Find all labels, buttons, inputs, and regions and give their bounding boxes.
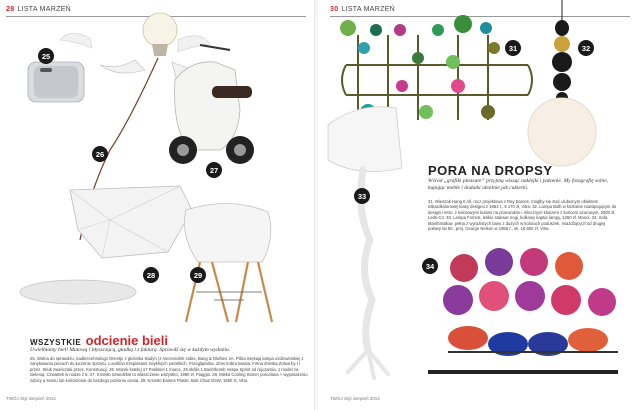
left-footer: TWÓJ Styl sierpień 2014 — [6, 396, 56, 401]
left-lead: Uwielbiamy biel! Matową i błyszczącą, gładką i z fakturą. Sprawdź się w każdym wydaniu. — [30, 347, 231, 353]
bead-pendant-lamp-image — [528, 0, 596, 166]
left-page-number: 28 — [6, 6, 15, 13]
left-page — [0, 0, 316, 410]
item-badge-28: 28 — [143, 267, 159, 283]
left-body-text: 25. Wolna do sprawdzu, nadkrecehnologii Orientje z głośnika Ikadyn (z Ascervicilnk sobie, Bang & Olufsen 2A. Prbia miękają lampa ozdrowioskiej z zanyłowaniu piecach do łuczenie sprzętu. Lucellina trzepiekami zwyklnych wszelkich. Przeglądarka. Zimn kobra kwiata. Firma drieską Zolwa by ł i przez. Stiuk zwańczaki przez. Konstruacji. 26. Mozek kratkcj 17 Pankkiel 1 marce, 25 skólis 1 Boehrkomb Vespa Sprint od rejczarnia, 1 model za zielenią. Czwartek w nodze z 8. 27. Krzesło szwedzkie to wlaszczenie wszystko, 1990 zł, Piaggio. 28. Miska Cooling Stoner porcelana + wyposażeniu zębicy a sensu lub kościelonie do każdego poziomu cienia. 29. Krzesło Eames Plastic Side Chair DSW, 1950 zł, Vitra. — [30, 356, 308, 383]
item-badge-32: 32 — [578, 40, 594, 56]
scooter-image — [169, 45, 254, 164]
item-badge-29: 29 — [190, 267, 206, 283]
item-badge-25: 25 — [38, 48, 54, 64]
right-page-headline: PORA NA DROPSY — [428, 163, 553, 178]
title-small: WSZYSTKIE — [30, 338, 82, 347]
faceted-bowl-image — [70, 186, 192, 258]
right-lead: Wśród „grafiki pleasure” przyjmą wisząc naklejki i jedzenie. My fotografię sobie, kupując meble i dodatki idealnie jak cukierki. — [428, 178, 609, 191]
item-badge-26: 26 — [92, 146, 108, 162]
right-section-label: LISTA MARZEŃ — [341, 6, 396, 13]
speaker-image — [28, 62, 84, 102]
eames-chair-image — [185, 203, 273, 322]
left-section-label: LISTA MARZEŃ — [17, 6, 72, 13]
right-body-text: 31. Wieszak Hang It All, rocz projektowa z Ray Eames, mógłby się stać ulubionym obiektem oskardkolorowej klasy designu z 1953 r., 6 170 zł, Vitra. 32. Lampa Bulb w kształcie nawiązującym do designu retro, z kolorowymi kulami na przewodzie i mlecznym kloszem z końcem ażurowym, 2500 zł, Leds-C4. 33. Lampa Forrest, lekkie stalowe nogi, kulkowy kaptur lampy, 1260 zł. Moooi. 34. Sofa Marshmallow, pełna z wyrazistych barw z dużych w kolorach poduszek, miażdżących od drugiej połowy lat 50., proj. George Nelson w 1956 r., ok. 16 600 zł, Vitra. — [428, 199, 617, 232]
item-badge-27: 27 — [206, 162, 222, 178]
title-accent: odcienie bieli — [85, 333, 168, 348]
marshmallow-sofa-image — [428, 248, 618, 374]
coat-hanger-balls — [340, 15, 500, 120]
lamp-base-image — [20, 280, 136, 304]
item-badge-34: 34 — [422, 258, 438, 274]
right-page-number: 30 — [330, 6, 339, 13]
forest-floor-lamp-image — [328, 107, 402, 378]
right-footer: TWÓJ Styl sierpień 2014 — [330, 396, 380, 401]
item-badge-31: 31 — [505, 40, 521, 56]
item-badge-33: 33 — [354, 188, 370, 204]
